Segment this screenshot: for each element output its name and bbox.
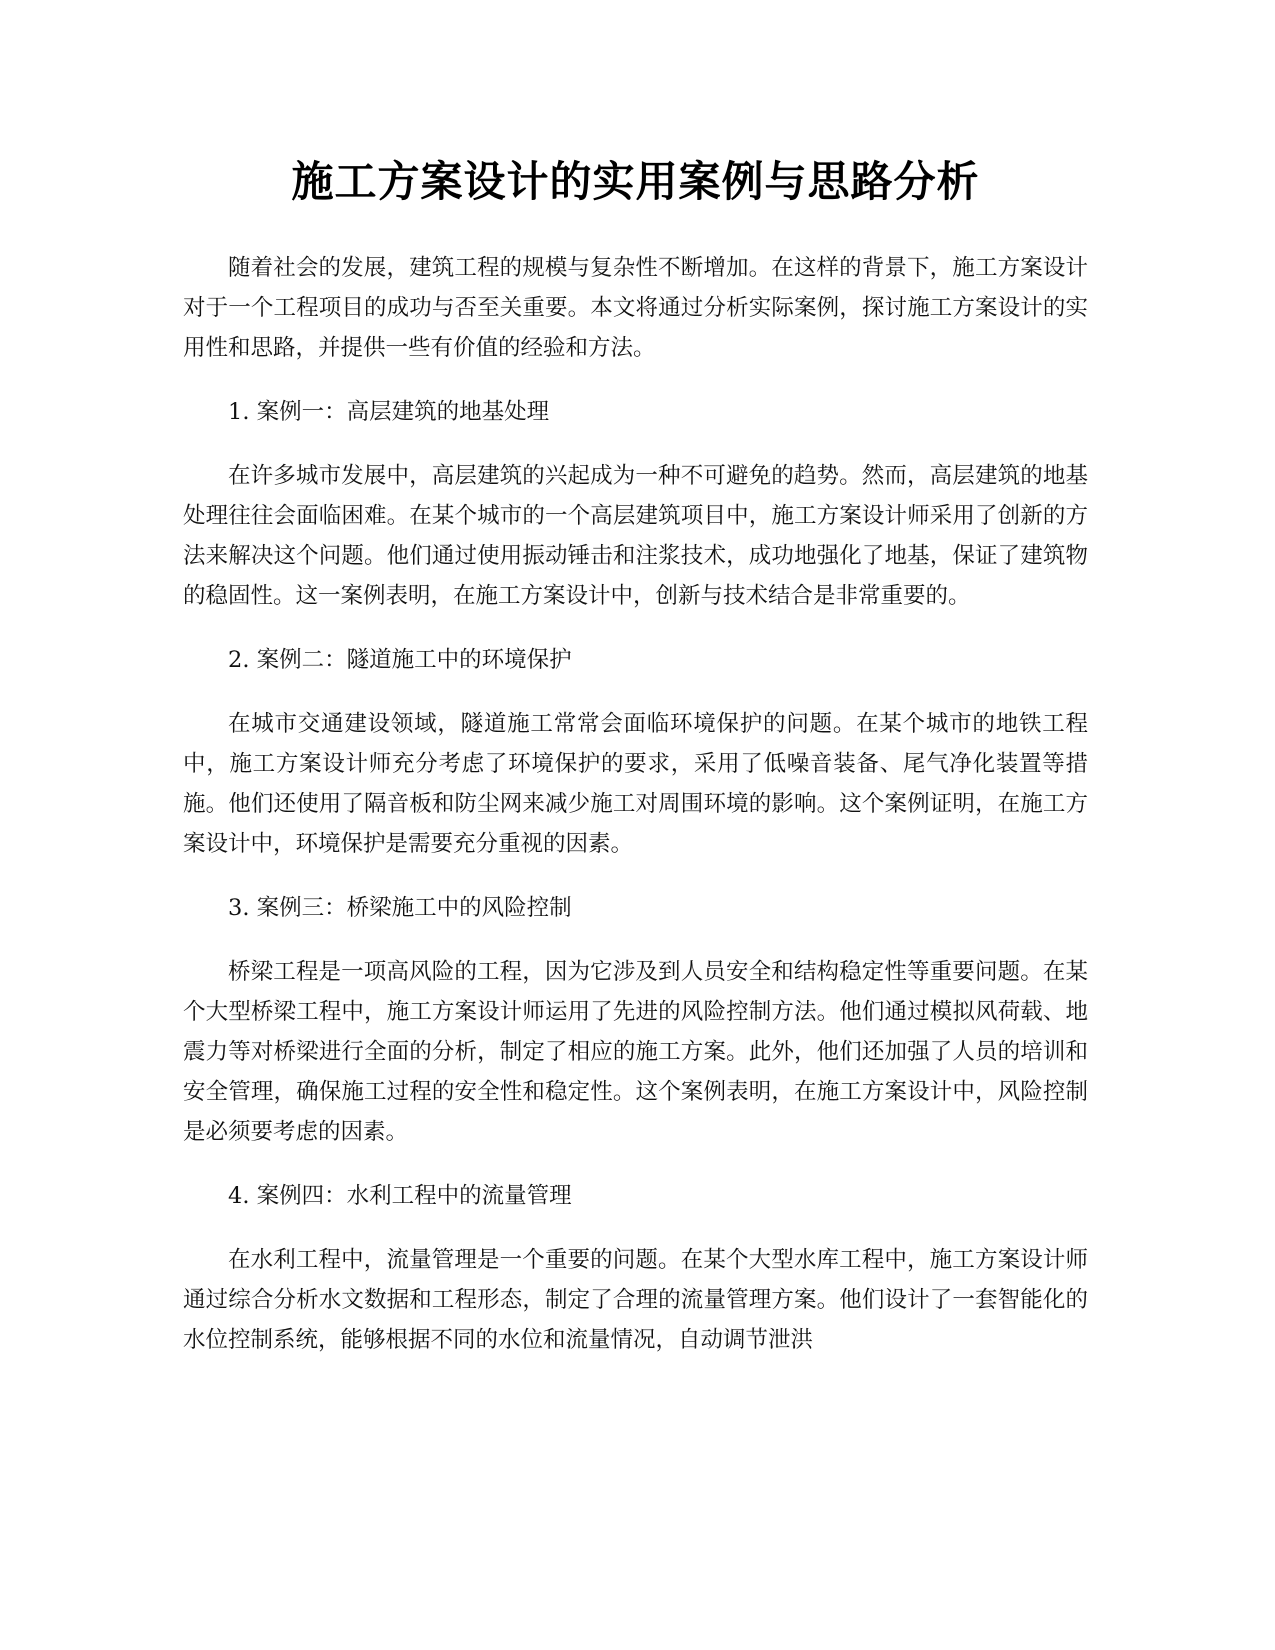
section-case-4: [183, 1176, 1088, 1360]
section-heading: 4. 案例四：水利工程中的流量管理: [228, 1183, 572, 1209]
section-case-2: [183, 640, 1088, 864]
section-paragraph: 在许多城市发展中，高层建筑的兴起成为一种不可避免的趋势。然而，高层建筑的地基处理往往会面临困难。在某个城市的一个高层建筑项目中，施工方案设计师采用了创新的方法来解决这个问题。他们通过使用振动锤击和注浆技术，成功地强化了地基，保证了建筑物的稳固性。这一案例表明，在施工方案设计中，创新与技术结合是非常重要的。: [183, 463, 1088, 609]
intro-paragraph: 随着社会的发展，建筑工程的规模与复杂性不断增加。在这样的背景下，施工方案设计对于一个工程项目的成功与否至关重要。本文将通过分析实际案例，探讨施工方案设计的实用性和思路，并提供一些有价值的经验和方法。: [183, 255, 1088, 361]
section-paragraph: 桥梁工程是一项高风险的工程，因为它涉及到人员安全和结构稳定性等重要问题。在某个大型桥梁工程中，施工方案设计师运用了先进的风险控制方法。他们通过模拟风荷载、地震力等对桥梁进行全面的分析，制定了相应的施工方案。此外，他们还加强了人员的培训和安全管理，确保施工过程的安全性和稳定性。这个案例表明，在施工方案设计中，风险控制是必须要考虑的因素。: [183, 959, 1088, 1145]
section-heading: 1. 案例一：高层建筑的地基处理: [228, 399, 550, 425]
section-heading: 3. 案例三：桥梁施工中的风险控制: [228, 895, 572, 921]
section-heading: 2. 案例二：隧道施工中的环境保护: [228, 647, 572, 673]
section-paragraph: 在水利工程中，流量管理是一个重要的问题。在某个大型水库工程中，施工方案设计师通过综合分析水文数据和工程形态，制定了合理的流量管理方案。他们设计了一套智能化的水位控制系统，能够根据不同的水位和流量情况，自动调节泄洪: [183, 1247, 1088, 1353]
section-paragraph: 在城市交通建设领域，隧道施工常常会面临环境保护的问题。在某个城市的地铁工程中，施工方案设计师充分考虑了环境保护的要求，采用了低噪音装备、尾气净化装置等措施。他们还使用了隔音板和防尘网来减少施工对周围环境的影响。这个案例证明，在施工方案设计中，环境保护是需要充分重视的因素。: [183, 711, 1088, 857]
document-page: [183, 150, 1088, 1360]
section-case-3: [183, 888, 1088, 1152]
section-case-1: [183, 392, 1088, 616]
document-title: 施工方案设计的实用案例与思路分析: [291, 157, 980, 206]
